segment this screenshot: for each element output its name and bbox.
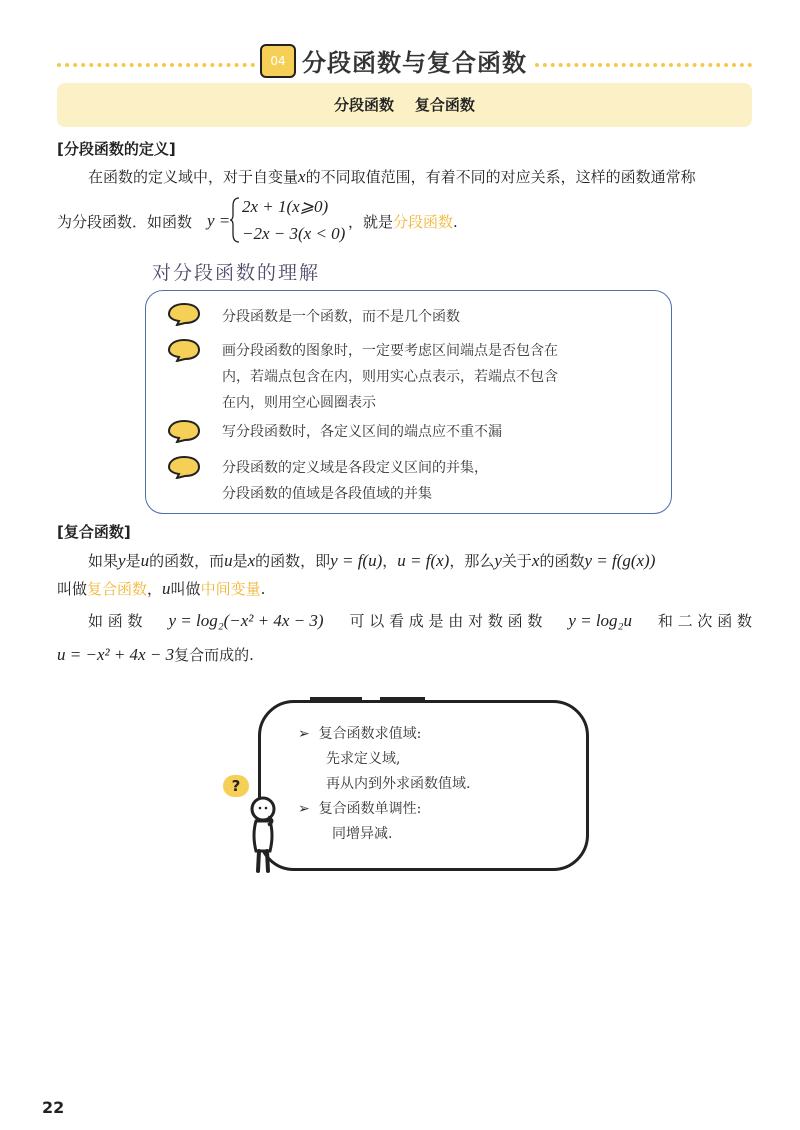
thinking-figure-icon [242,795,282,875]
composite-paragraph-1: 如果y是u的函数，而u是x的函数，即y = f(u)，u = f(x)，那么y关于x的函数y = f(g(x)) [88,551,656,570]
composite-paragraph-2: 叫做复合函数，u叫做中间变量. [57,579,266,598]
composite-example-line2: u = −x² + 4x − 3复合而成的. [57,645,254,664]
arrow-bullet-icon: ➢ [298,801,319,817]
question-bubble: ? [223,775,249,797]
understanding-item: 写分段函数时，各定义区间的端点应不重不漏 [222,424,502,440]
definition-line1: 在函数的定义域中，对于自变量x的不同取值范围，有着不同的对应关系，这样的函数通常称 [88,167,696,186]
definition-line2-start: 为分段函数．如函数 [57,213,193,231]
page-number: 22 [42,1098,65,1117]
note-bullet-1: ➢ 复合函数求值域: 先求定义域, 再从内到外求函数值域. ➢ 复合函数单调性: 同增异减. [298,726,471,842]
chapter-tag: 04 [260,44,296,78]
definition-heading: [分段函数的定义] [57,140,176,158]
speech-bubble-icon [168,302,200,326]
header-dots-left [57,63,255,67]
piecewise-brace [229,196,241,244]
speech-bubble-icon [168,338,200,362]
arrow-bullet-icon: ➢ [298,726,319,742]
definition-line2-end: ，就是分段函数. [348,213,458,231]
piecewise-case-1: 2x + 1(x⩾0) [242,197,329,216]
piecewise-case-2: −2x − 3(x < 0) [242,224,346,243]
composite-heading: [复合函数] [57,523,131,541]
header-dots-right [535,63,752,67]
understanding-item: 分段函数是一个函数，而不是几个函数 [222,309,460,325]
speech-bubble-icon [168,455,200,479]
def-y-eq: y = [207,211,231,230]
understanding-title: 对分段函数的理解 [152,262,321,284]
understanding-item: 画分段函数的图象时，一定要考虑区间端点是否包含在 内，若端点包含在内，则用实心点表示，若端点不包含 在内，则用空心圆圈表示 [222,343,558,411]
understanding-item: 分段函数的定义域是各段定义区间的并集， 分段函数的值域是各段值域的并集 [222,460,488,502]
composite-example-line1: 如 函 数 y = log₂(−x² + 4x − 3) 可 以 看 成 是 由 对 数 函 数 y = log₂u 和 二 次 函 数 [88,611,752,630]
chapter-title: 分段函数与复合函数 [302,48,527,77]
section-banner: 分段函数 复合函数 [57,83,752,127]
speech-bubble-icon [168,419,200,443]
